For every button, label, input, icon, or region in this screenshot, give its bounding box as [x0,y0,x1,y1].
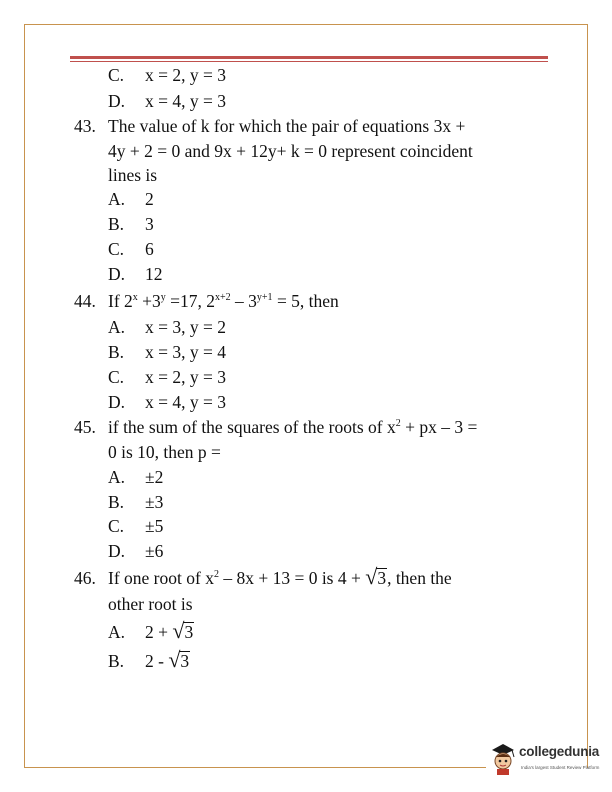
option-text: 3 [145,214,154,234]
option-letter: C. [108,367,125,387]
option-letter: A. [108,622,126,642]
option-letter: D. [108,264,126,284]
option-letter: B. [108,492,125,512]
option-letter: C. [108,65,125,85]
logo-wordmark: collegedunia [519,744,600,759]
question-number: 44. [74,291,96,311]
question-number: 46. [74,568,96,588]
question-text: if the sum of the squares of the roots of $x^2$ + px – 3 = [108,417,478,437]
option-letter: A. [108,189,126,209]
square-root: √ 3 [172,618,194,643]
header-rule-thin [70,61,548,62]
question-text: 4y + 2 = 0 and 9x + 12y+ k = 0 represent coincident [108,141,473,161]
question-number: 43. [74,116,96,136]
option-text: 2 + √ 3 [145,618,194,643]
option-letter: A. [108,467,126,487]
option-text: x = 3, y = 4 [145,342,226,362]
option-letter: D. [108,91,126,111]
option-text: x = 4, y = 3 [145,91,226,111]
header-rule-thick [70,56,548,59]
option-text: ±6 [145,541,164,561]
option-text: x = 2, y = 3 [145,65,226,85]
option-letter: C. [108,239,125,259]
question-text: lines is [108,165,158,185]
question-text: If one root of $x^2 - 8x + 13 = 0$ is 4 + √ 3 , then the [108,564,452,589]
option-text: ±2 [145,467,164,487]
square-root: √ 3 [365,564,387,589]
question-text: 0 is 10, then p = [108,442,221,462]
option-text: 2 [145,189,154,209]
option-letter: A. [108,317,126,337]
option-text: x = 4, y = 3 [145,392,226,412]
square-root: √ 3 [168,647,190,672]
option-text: 6 [145,239,154,259]
question-number: 45. [74,417,96,437]
logo-tagline: India's largest Student Review Platform [521,765,600,770]
option-text: x = 3, y = 2 [145,317,226,337]
option-letter: B. [108,214,125,234]
mascot-icon [488,740,518,776]
option-text: 12 [145,264,163,284]
frame-bottom-rule [24,767,486,768]
question-text: The value of k for which the pair of equations 3x + [108,116,466,136]
option-text: ±5 [145,516,164,536]
option-letter: B. [108,651,125,671]
question-text: other root is [108,594,193,614]
option-letter: D. [108,541,126,561]
option-letter: D. [108,392,126,412]
question-text: If $2^x +3^y =17$, $2^{x+2} - 3^{y+1} = 5$, then [108,291,339,311]
option-text: ±3 [145,492,164,512]
option-letter: C. [108,516,125,536]
option-letter: B. [108,342,125,362]
option-text: 2 - √ 3 [145,647,190,672]
collegedunia-logo [488,740,600,780]
option-text: x = 2, y = 3 [145,367,226,387]
